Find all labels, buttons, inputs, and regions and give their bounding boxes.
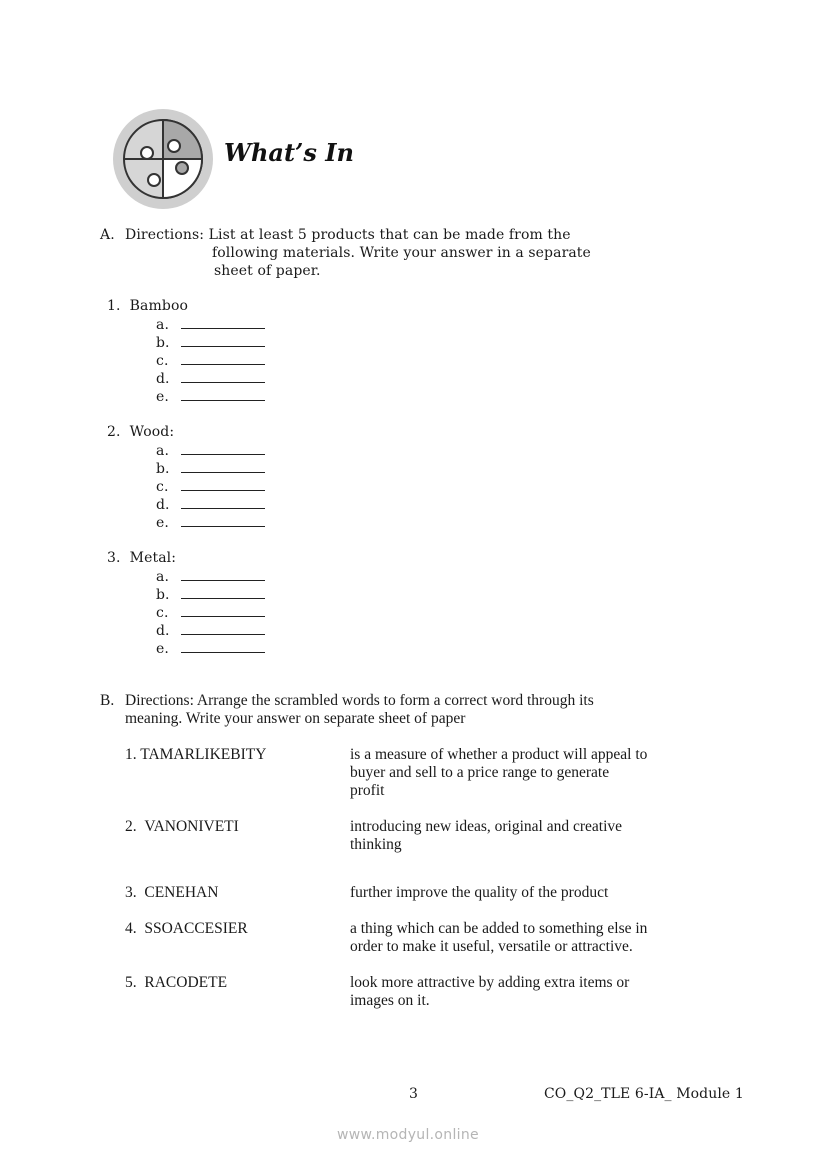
answer-row: b. (156, 333, 265, 352)
section-b-label: B. (100, 692, 115, 709)
section-b-directions-line-1: Directions: Arrange the scrambled words to form a correct word through its (125, 692, 594, 709)
definition-5: look more attractive by adding extra items or images on it. (350, 974, 630, 1009)
answer-row: b. (156, 585, 265, 604)
answer-row: a. (156, 315, 265, 334)
answer-row: e. (156, 387, 265, 406)
section-a-directions-line-2: following materials. Write your answer in a separate (212, 245, 591, 261)
section-title: What’s In (224, 138, 354, 167)
scrambled-word-2: 2. VANONIVETI (125, 818, 239, 835)
answer-blank (181, 333, 265, 347)
answer-row: c. (156, 477, 265, 496)
definition-2: introducing new ideas, original and creative thinking (350, 818, 623, 853)
scrambled-word-4: 4. SSOACCESIER (125, 920, 248, 937)
material-item-wood (107, 423, 174, 441)
page-number: 3 (409, 1086, 419, 1102)
scrambled-word-1: 1. TAMARLIKEBITY (125, 746, 267, 763)
answer-blank (181, 441, 265, 455)
answer-row: b. (156, 459, 265, 478)
section-a-directions-line-3: sheet of paper. (214, 263, 321, 279)
answer-row: c. (156, 603, 265, 622)
watermark: www.modyul.online (337, 1127, 479, 1143)
answer-blank (181, 603, 265, 617)
section-b-directions-line-2: meaning. Write your answer on separate sheet of paper (125, 710, 466, 727)
definition-3: further improve the quality of the product (350, 884, 609, 901)
material-number: 2. (107, 424, 121, 440)
module-code: CO_Q2_TLE 6-IA_ Module 1 (544, 1086, 744, 1102)
material-label: Wood: (129, 424, 175, 440)
answer-blank (181, 477, 265, 491)
section-a-label: A. (100, 227, 115, 243)
answer-blank (181, 585, 265, 599)
puzzle-circle-icon (112, 108, 214, 210)
material-item-metal (107, 549, 176, 567)
material-number: 3. (107, 550, 121, 566)
answer-row: d. (156, 369, 265, 388)
answer-blank (181, 387, 265, 401)
answer-blank (181, 513, 265, 527)
answer-blank (181, 459, 265, 473)
answer-row: d. (156, 621, 265, 640)
scrambled-word-5: 5. RACODETE (125, 974, 228, 991)
material-number: 1. (107, 298, 121, 314)
answer-row: a. (156, 441, 265, 460)
answer-row: e. (156, 639, 265, 658)
answer-row: a. (156, 567, 265, 586)
definition-4: a thing which can be added to something else in order to make it useful, versatile or attractive. (350, 920, 648, 955)
scrambled-word-3: 3. CENEHAN (125, 884, 219, 901)
answer-blank (181, 351, 265, 365)
answer-blank (181, 567, 265, 581)
material-label: Bamboo (129, 298, 189, 314)
section-a-directions-line-1: Directions: List at least 5 products that can be made from the (125, 227, 571, 243)
answer-blank (181, 369, 265, 383)
answer-blank (181, 639, 265, 653)
answer-row: d. (156, 495, 265, 514)
material-label: Metal: (129, 550, 177, 566)
material-item-bamboo (107, 297, 188, 315)
answer-blank (181, 621, 265, 635)
answer-blank (181, 495, 265, 509)
definition-1: is a measure of whether a product will appeal to buyer and sell to a price range to generate profit (350, 746, 648, 799)
answer-row: e. (156, 513, 265, 532)
answer-blank (181, 315, 265, 329)
answer-row: c. (156, 351, 265, 370)
